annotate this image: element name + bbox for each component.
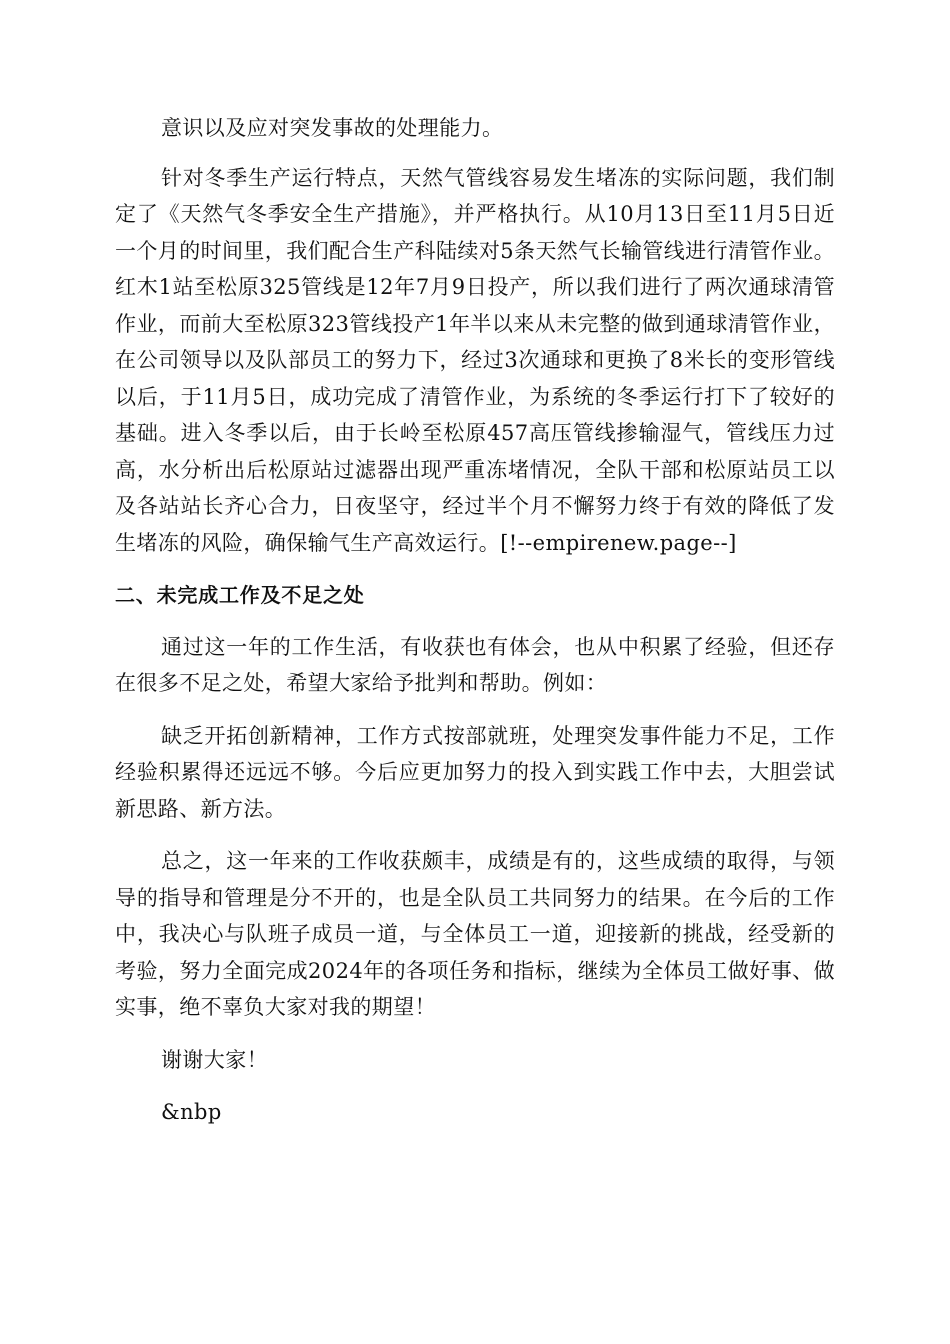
paragraph-reflection: 通过这一年的工作生活，有收获也有体会，也从中积累了经验，但还存在很多不足之处，希望大家给予批判和帮助。例如： xyxy=(115,634,835,695)
paragraph-trailing-entity: &nbp xyxy=(161,1100,222,1124)
paragraph-thanks: 谢谢大家！ xyxy=(161,1047,268,1072)
paragraph-closing-line: 意识以及应对突发事故的处理能力。 xyxy=(161,116,504,140)
paragraph-conclusion: 总之，这一年来的工作收获颇丰，成绩是有的，这些成绩的取得，与领导的指导和管理是分不开的，也是全队员工共同努力的结果。在今后的工作中，我决心与队班子成员一道，与全体员工一道，迎接新的挑战，经受新的考验，努力全面完成2024年的各项任务和指标，继续为全体员工做好事、做实事，绝不辜负大家对我的期望！ xyxy=(115,849,835,1019)
paragraph-winter-operations: 针对冬季生产运行特点，天然气管线容易发生堵冻的实际问题，我们制定了《天然气冬季安全生产措施》，并严格执行。从10月13日至11月5日近一个月的时间里，我们配合生产科陆续对5条天然气长输管线进行清管作业。红木1站至松原325管线是12年7月9日投产，所以我们进行了两次通球清管作业，而前大至松原323管线投产1年半以来从未完整的做到通球清管作业，在公司领导以及队部员工的努力下，经过3次通球和更换了8米长的变形管线以后，于11月5日，成功完成了清管作业，为系统的冬季运行打下了较好的基础。进入冬季以后，由于长岭至松原457高压管线掺输湿气，管线压力过高，水分析出后松原站过滤器出现严重冻堵情况，全队干部和松原站员工以及各站站长齐心合力，日夜坚守，经过半个月不懈努力终于有效的降低了发生堵冻的风险，确保输气生产高效运行。[!--empirenew.page--] xyxy=(115,165,835,555)
paragraph-shortcomings: 缺乏开拓创新精神，工作方式按部就班，处理突发事件能力不足，工作经验积累得还远远不够。今后应更加努力的投入到实践工作中去，大胆尝试新思路、新方法。 xyxy=(115,723,835,821)
document-body xyxy=(115,110,835,1147)
section-heading: 二、未完成工作及不足之处 xyxy=(115,583,365,607)
